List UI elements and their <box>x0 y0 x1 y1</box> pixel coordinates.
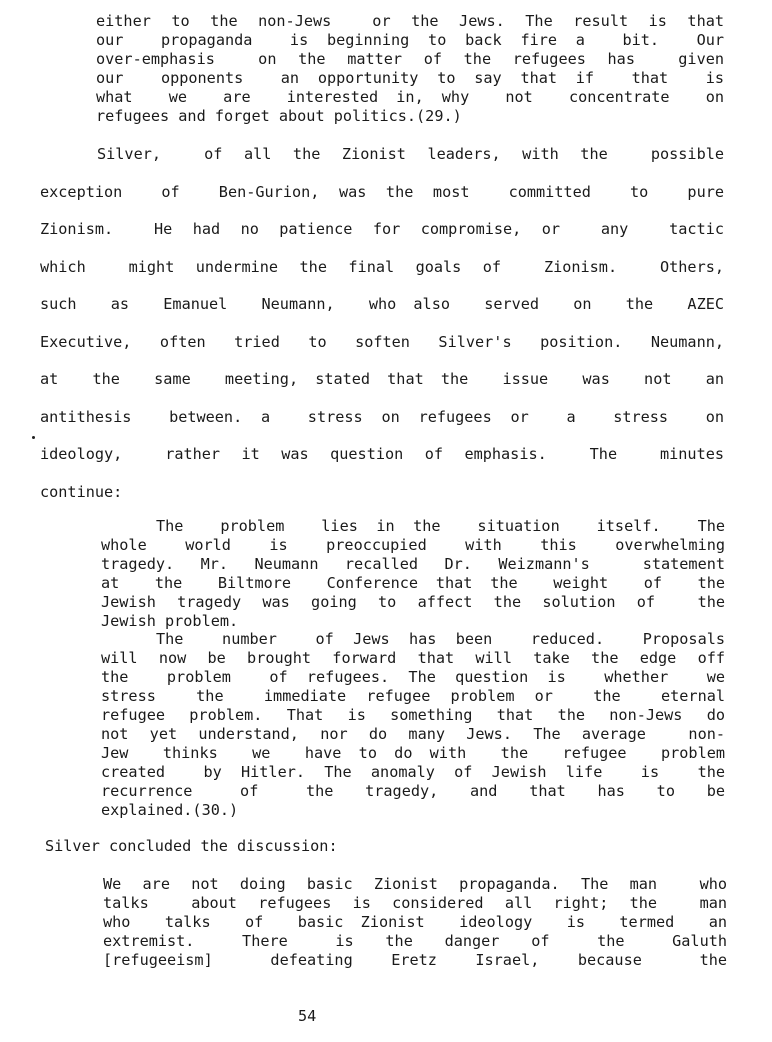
text-line: Executive, often tried to soften Silver's position. Neumann, <box>40 332 724 351</box>
text-line: refugee problem. That is something that the non-Jews do <box>101 706 725 725</box>
text-line: We are not doing basic Zionist propaganda. The man who <box>103 875 727 893</box>
text-line: Jew thinks we have to do with the refugee problem <box>101 743 725 762</box>
text-line: tragedy. Mr. Neumann recalled Dr. Weizmann's statement <box>101 554 725 573</box>
block-quote-minutes <box>96 12 724 125</box>
text-line: will now be brought forward that will take the edge off <box>101 649 725 668</box>
text-line: Jewish tragedy was going to affect the solution of the <box>101 592 725 611</box>
text-line: at the same meeting, stated that the issue was not an <box>40 370 724 388</box>
body-paragraph <box>40 136 724 511</box>
text-line: our opponents an opportunity to say that if that is <box>96 68 724 87</box>
text-line: stress the immediate refugee problem or the eternal <box>101 687 725 706</box>
text-line: [refugeeism] defeating Eretz Israel, because the <box>103 950 727 969</box>
text-line: refugees and forget about politics.(29.) <box>96 106 462 125</box>
text-line: antithesis between. a stress on refugees or a stress on <box>40 407 724 426</box>
page-number: 54 <box>298 1007 317 1025</box>
text-line: which might undermine the final goals of Zionism. Others, <box>40 257 724 276</box>
text-line: who talks of basic Zionist ideology is termed an <box>103 912 727 931</box>
text-line: our propaganda is beginning to back fire a bit. Our <box>96 30 724 49</box>
text-line: recurrence of the tragedy, and that has to be <box>101 781 725 800</box>
text-line: the problem of refugees. The question is whether we <box>101 668 725 687</box>
text-line: Silver, of all the Zionist leaders, with the possible <box>97 145 724 163</box>
text-line: created by Hitler. The anomaly of Jewish life is the <box>101 762 725 781</box>
block-quote-silver <box>103 875 727 970</box>
text-line: either to the non-Jews or the Jews. The result is that <box>96 12 724 30</box>
text-line: what we are interested in, why not concentrate on <box>96 87 724 106</box>
text-line: over-emphasis on the matter of the refugees has given <box>96 49 724 68</box>
text-line: whole world is preoccupied with this overwhelming <box>101 535 725 554</box>
text-line: The number of Jews has been reduced. Proposals <box>156 630 725 649</box>
text-line: talks about refugees is considered all right; the man <box>103 893 727 912</box>
text-line: extremist. There is the danger of the Galuth <box>103 931 727 950</box>
text-line: ideology, rather it was question of emphasis. The minutes <box>40 445 724 463</box>
text-line: continue: <box>40 482 123 501</box>
text-line: not yet understand, nor do many Jews. The average non- <box>101 724 725 743</box>
text-line: exception of Ben-Gurion, was the most committed to pure <box>40 182 724 201</box>
body-line-silver-concluded: Silver concluded the discussion: <box>45 837 338 855</box>
text-line: at the Biltmore Conference that the weight of the <box>101 573 725 592</box>
block-quote-minutes-continued <box>101 517 725 820</box>
text-line: Zionism. He had no patience for compromise, or any tactic <box>40 220 724 238</box>
stray-mark <box>32 436 35 439</box>
text-line: such as Emanuel Neumann, who also served on the AZEC <box>40 295 724 313</box>
text-line: Jewish problem. <box>101 611 239 630</box>
text-line: explained.(30.) <box>101 800 239 819</box>
text-line: The problem lies in the situation itself. The <box>156 517 725 535</box>
